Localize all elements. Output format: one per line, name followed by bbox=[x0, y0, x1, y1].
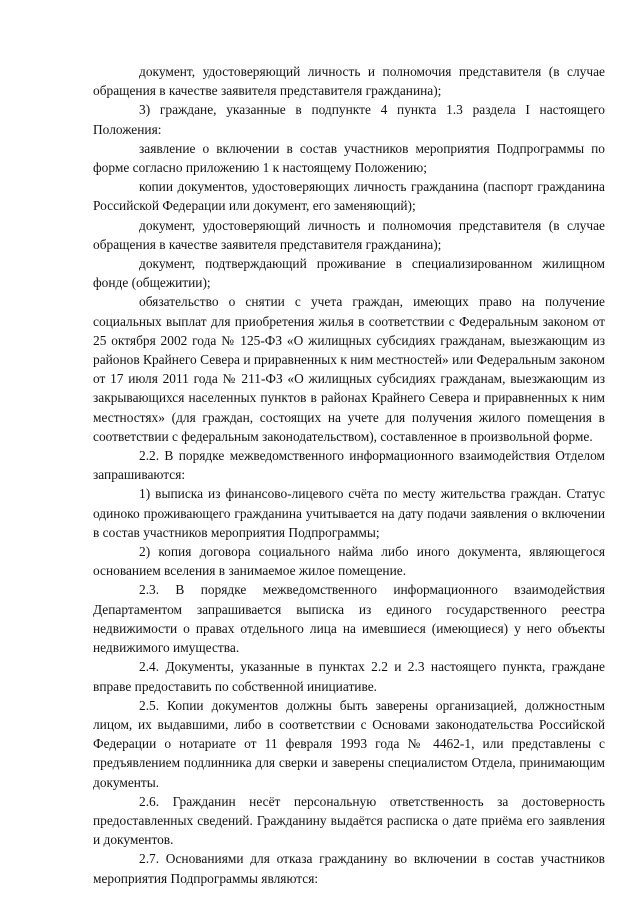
paragraph-2-4: 2.4. Документы, указанные в пунктах 2.2 и 2.3 настоящего пункта, граждане вправе предоставить по собственной инициативе. bbox=[93, 659, 605, 694]
paragraph-representative-doc-2: документ, удостоверяющий личность и полномочия представителя (в случае обращения в качестве заявителя представителя гражданина); bbox=[93, 217, 605, 252]
paragraph-dormitory-residence: документ, подтверждающий проживание в специализированном жилищном фонде (общежитии); bbox=[93, 256, 605, 291]
paragraph-2-6: 2.6. Гражданин несёт персональную ответственность за достоверность предоставленных сведений. Гражданину выдаётся расписка о дате приёма его заявления и документов. bbox=[93, 793, 605, 848]
paragraph-2-2-item-1: 1) выписка из финансово-лицевого счёта по месту жительства граждан. Статус одиноко проживающего гражданина учитывается на дату подачи заявления о включении в состав участников мероприятия Подпрограммы; bbox=[93, 486, 605, 540]
paragraph-identity-copies: копии документов, удостоверяющих личность гражданина (паспорт гражданина Российской Федерации или документ, его заменяющий); bbox=[93, 179, 605, 214]
paragraph-2-5: 2.5. Копии документов должны быть заверены организацией, должностным лицом, их выдавшими, либо в соответствии с Основами законодательства Российской Федерации о нотариате от 11 февраля 1993 года № 4462-1, или представлены с предъявлением подлинника для сверки и заверены специалистом Отдела, принимающим документы. bbox=[93, 697, 605, 790]
paragraph-deregistration-obligation: обязательство о снятии с учета граждан, имеющих право на получение социальных выплат для приобретения жилья в соответствии с Федеральным законом от 25 октября 2002 года № 125-ФЗ «О жилищных субсидиях гражданам, выезжающим из районов Крайнего Севера и приравненных к ним местностей» или Федеральным законом от 17 июля 2011 года № 211-ФЗ «О жилищных субсидиях гражданам, выезжающим из закрывающихся населенных пунктов в районах Крайнего Севера и приравненных к ним местностях» (для граждан, состоящих на учете для получения жилого помещения в соответствии с федеральным законодательством), составленное в произвольной форме. bbox=[93, 294, 605, 444]
paragraph-2-2-item-2: 2) копия договора социального найма либо иного документа, являющегося основанием вселения в занимаемое жилое помещение. bbox=[93, 544, 605, 579]
paragraph-item-3-heading: 3) граждане, указанные в подпункте 4 пункта 1.3 раздела I настоящего Положения: bbox=[93, 102, 605, 137]
paragraph-representative-doc-1: документ, удостоверяющий личность и полномочия представителя (в случае обращения в качестве заявителя представителя гражданина); bbox=[93, 64, 605, 99]
paragraph-2-3: 2.3. В порядке межведомственного информационного взаимодействия Департаментом запрашивается выписка из единого государственного реестра недвижимости о правах отдельного лица на имевшиеся (имеющиеся) у него объекты недвижимого имущества. bbox=[93, 582, 605, 656]
paragraph-2-7: 2.7. Основаниями для отказа гражданину во включении в состав участников мероприятия Подпрограммы являются: bbox=[93, 851, 605, 886]
paragraph-2-2: 2.2. В порядке межведомственного информационного взаимодействия Отделом запрашиваются: bbox=[93, 448, 605, 483]
paragraph-application: заявление о включении в состав участников мероприятия Подпрограммы по форме согласно приложению 1 к настоящему Положению; bbox=[93, 140, 605, 176]
document-body bbox=[93, 62, 605, 888]
